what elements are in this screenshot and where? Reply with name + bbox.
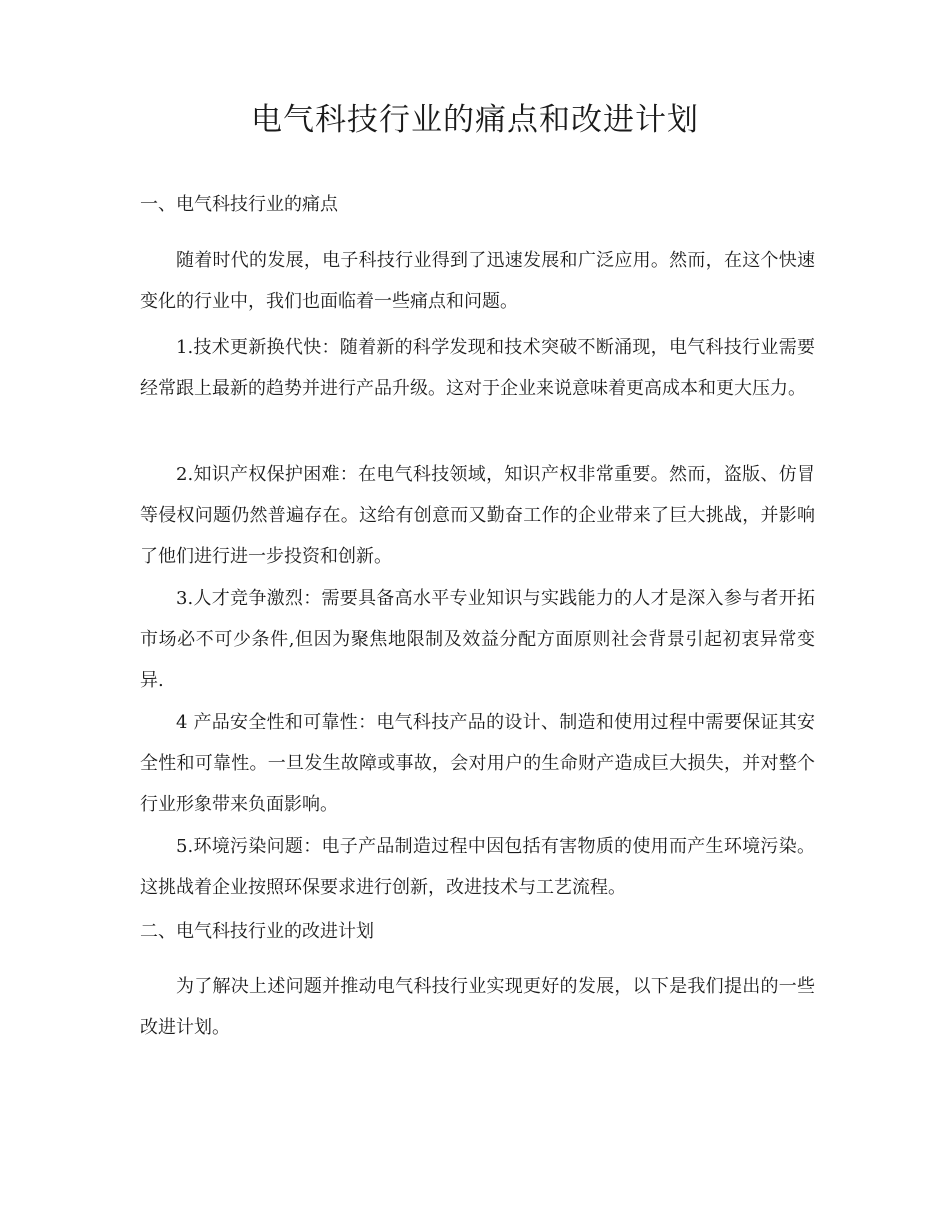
section-1-intro: 随着时代的发展，电子科技行业得到了迅速发展和广泛应用。然而，在这个快速变化的行业中，我们也面临着一些痛点和问题。 — [140, 250, 815, 312]
section-2-heading: 二、电气科技行业的改进计划 — [140, 921, 374, 942]
section-1-heading: 一、电气科技行业的痛点 — [140, 194, 338, 215]
pain-point-2: 2.知识产权保护困难：在电气科技领域，知识产权非常重要。然而，盗版、仿冒等侵权问题仍然普遍存在。这给有创意而又勤奋工作的企业带来了巨大挑战，并影响了他们进行进一步投资和创新。 — [140, 464, 815, 567]
pain-point-4: 4 产品安全性和可靠性：电气科技产品的设计、制造和使用过程中需要保证其安全性和可靠性。一旦发生故障或事故，会对用户的生命财产造成巨大损失，并对整个行业形象带来负面影响。 — [140, 712, 815, 815]
pain-point-1: 1.技术更新换代快：随着新的科学发现和技术突破不断涌现，电气科技行业需要经常跟上最新的趋势并进行产品升级。这对于企业来说意味着更高成本和更大压力。 — [140, 337, 815, 399]
section-2-intro: 为了解决上述问题并推动电气科技行业实现更好的发展，以下是我们提出的一些改进计划。 — [140, 976, 815, 1038]
document-title: 电气科技行业的痛点和改进计划 — [251, 102, 699, 138]
pain-point-5: 5.环境污染问题：电子产品制造过程中因包括有害物质的使用而产生环境污染。这挑战着企业按照环保要求进行创新，改进技术与工艺流程。 — [140, 836, 815, 898]
pain-point-3: 3.人才竞争激烈：需要具备高水平专业知识与实践能力的人才是深入参与者开拓市场必不可少条件,但因为聚焦地限制及效益分配方面原则社会背景引起初衷异常变异. — [140, 588, 815, 691]
